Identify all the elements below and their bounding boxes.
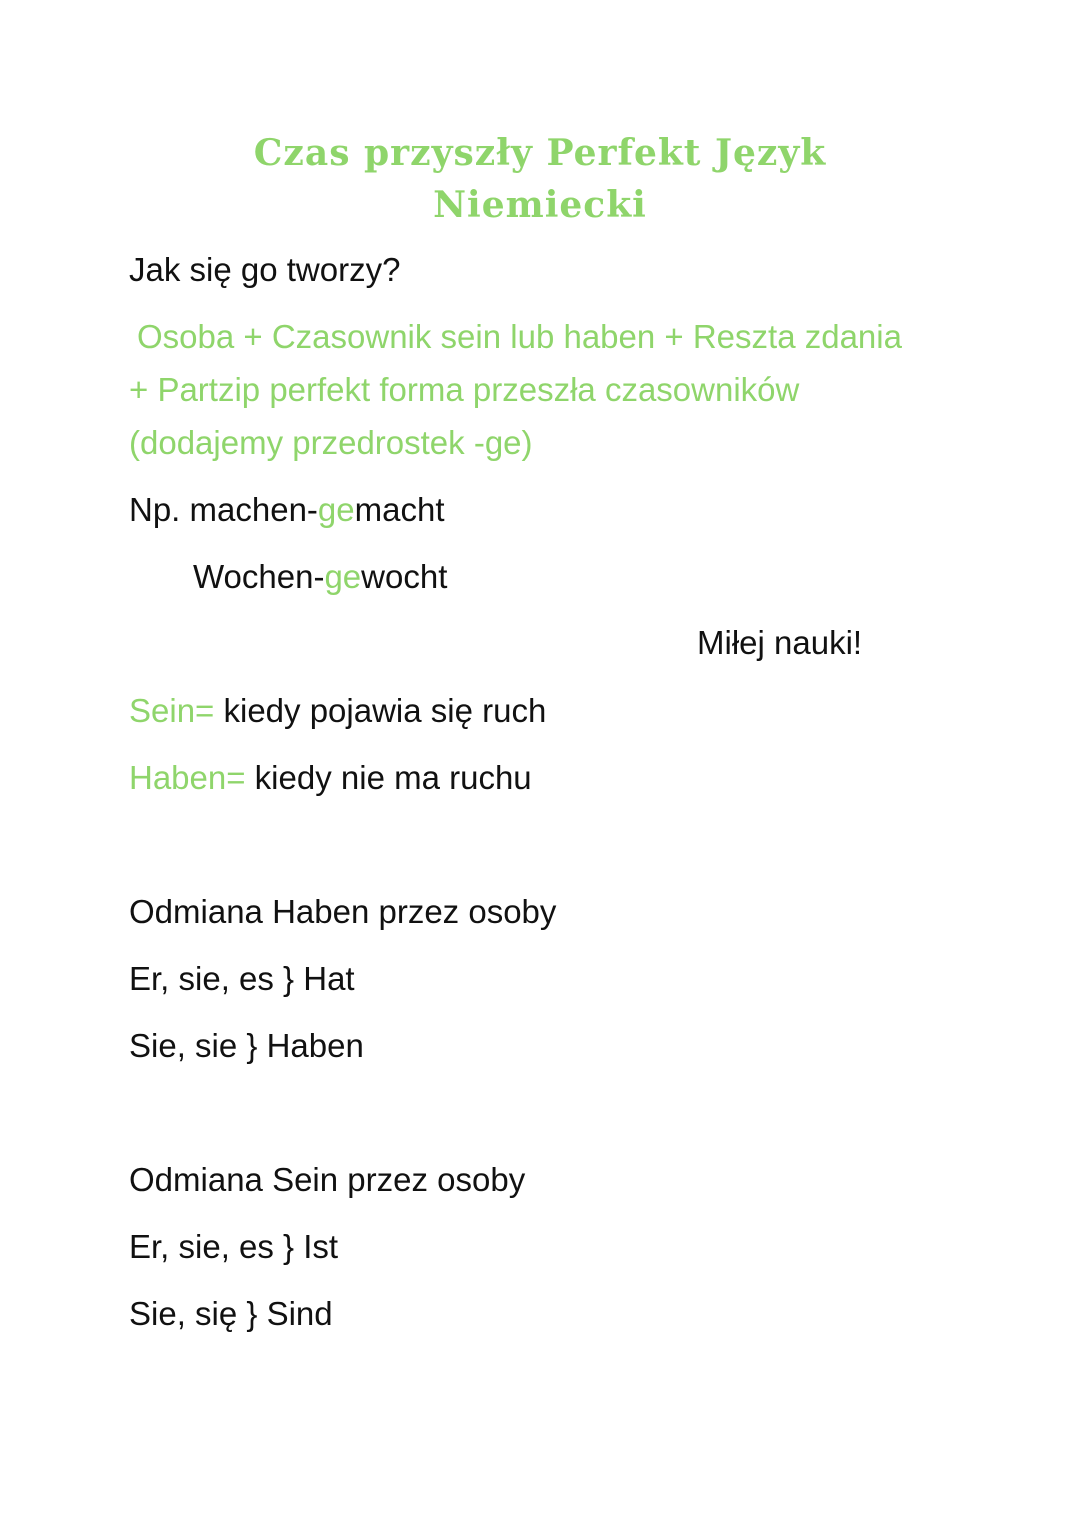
formula-line-2: + Partzip perfekt forma przeszła czasowników: [129, 371, 800, 408]
sein-heading: Odmiana Sein przez osoby: [129, 1161, 526, 1198]
example-2-rest: wocht: [361, 558, 448, 595]
title-line-1: Czas przyszły Perfekt Język: [253, 132, 827, 174]
title-line-2: Niemiecki: [433, 184, 647, 226]
greeting-text: Miłej nauki!: [697, 624, 863, 661]
example-2-ge: ge: [324, 558, 362, 595]
rule-haben: [129, 756, 532, 800]
sein-row-1: Er, sie, es } Ist: [129, 1228, 339, 1265]
example-1-rest: macht: [354, 491, 445, 528]
rule-haben-term: Haben=: [129, 759, 246, 796]
rule-sein-term: Sein=: [129, 692, 215, 729]
rule-haben-text: kiedy nie ma ruchu: [245, 759, 532, 796]
example-2-prefix: Wochen-: [193, 558, 325, 595]
example-1-ge: ge: [317, 491, 355, 528]
haben-heading: Odmiana Haben przez osoby: [129, 893, 557, 930]
question-text: Jak się go tworzy?: [129, 251, 401, 288]
example-2: [193, 555, 447, 599]
formula-line-3: (dodajemy przedrostek -ge): [129, 424, 533, 461]
rule-sein-text: kiedy pojawia się ruch: [214, 692, 547, 729]
example-1-prefix: Np. machen-: [129, 491, 318, 528]
sein-row-2: Sie, się } Sind: [129, 1295, 333, 1332]
haben-row-1: Er, sie, es } Hat: [129, 960, 355, 997]
rule-sein: [129, 689, 546, 733]
formula-line-1: Osoba + Czasownik sein lub haben + Reszta zdania: [137, 318, 902, 355]
haben-row-2: Sie, sie } Haben: [129, 1027, 364, 1064]
example-1: [129, 488, 445, 532]
